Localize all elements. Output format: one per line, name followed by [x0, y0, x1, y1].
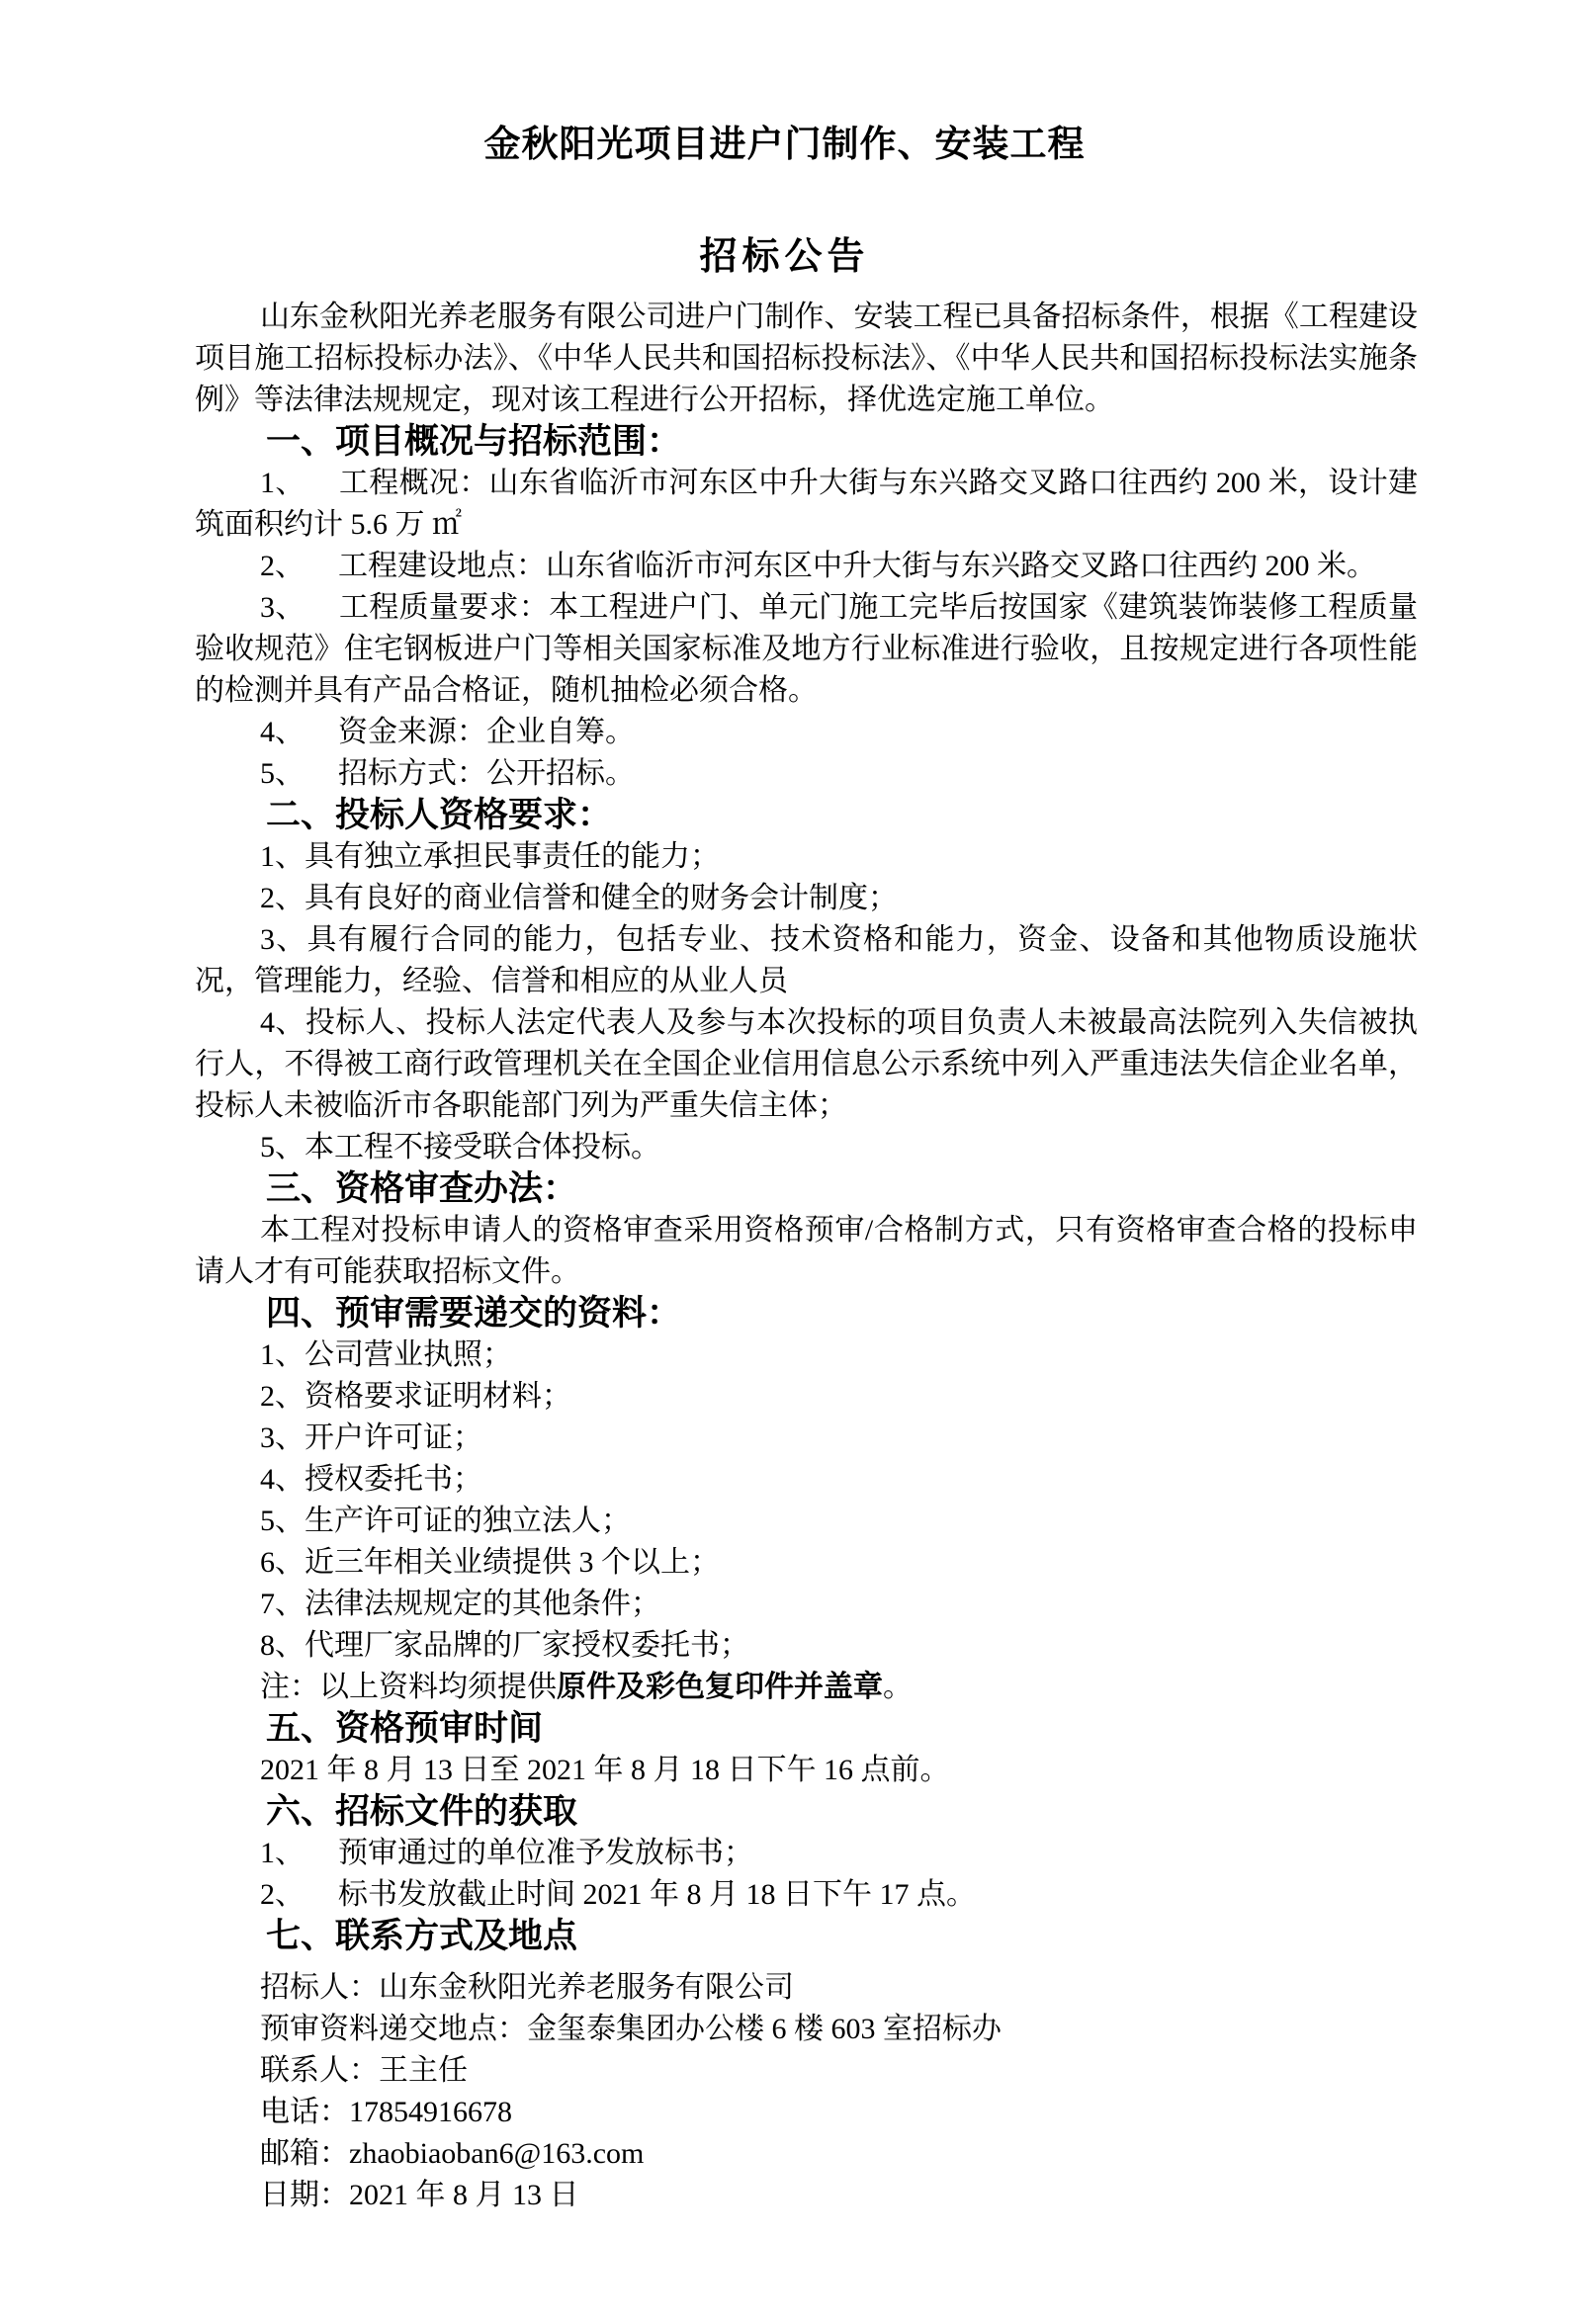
text-line — [195, 2009, 1418, 2050]
text-line — [195, 2092, 1418, 2133]
text-run: 2021 年 8 月 13 日至 2021 年 8 月 18 日下午 16 点前。 — [260, 1754, 950, 1786]
text-line — [195, 1127, 1418, 1168]
text-run: 8、代理厂家品牌的厂家授权委托书； — [260, 1629, 749, 1662]
section-heading — [195, 795, 1418, 836]
text-run: 4、投标人、投标人法定代表人及参与本次投标的项目负责人未被最高法院列入失信被执行人，不得被工商行政管理机关在全国企业信用信息公示系统中列入严重违法失信企业名单，投标人未被临沂市各职能部门列为严重失信主体； — [195, 1006, 1418, 1122]
text-line — [195, 1584, 1418, 1625]
text-line — [195, 1967, 1418, 2009]
text-run: 六、招标文件的获取 — [266, 1792, 578, 1831]
text-line — [195, 1750, 1418, 1791]
text-line — [195, 1542, 1418, 1584]
text-run: 1、具有独立承担民事责任的能力； — [260, 840, 720, 873]
numbered-item — [195, 1874, 1418, 1916]
text-line — [195, 836, 1418, 878]
text-run: 资金来源：企业自筹。 — [338, 716, 635, 748]
document-body — [0, 297, 1569, 2216]
text-run: 5、 — [260, 757, 305, 790]
text-line — [195, 1002, 1418, 1127]
text-line — [195, 1459, 1418, 1501]
text-run: 日期：2021 年 8 月 13 日 — [260, 2179, 579, 2211]
document-title: 金秋阳光项目进户门制作、安装工程 — [483, 125, 1086, 165]
section-heading — [195, 1791, 1418, 1833]
text-run: 2、 — [260, 1878, 305, 1911]
text-line — [195, 1667, 1418, 1708]
text-run: 4、 — [260, 716, 305, 748]
text-run: 邮箱：zhaobiaoban6@163.com — [260, 2137, 645, 2170]
text-line — [195, 1334, 1418, 1376]
text-line — [195, 1418, 1418, 1459]
text-run: 1、 — [260, 1837, 305, 1869]
text-line — [195, 1501, 1418, 1542]
text-run: 3、开户许可证； — [260, 1421, 482, 1454]
text-run: 5、生产许可证的独立法人； — [260, 1505, 631, 1537]
text-run: 预审通过的单位准予发放标书； — [338, 1837, 753, 1869]
text-run: 预审资料递交地点：金玺泰集团办公楼 6 楼 603 室招标办 — [260, 2013, 1002, 2045]
numbered-item — [195, 463, 1418, 546]
section-heading — [195, 1293, 1418, 1334]
text-run: 2、 — [260, 550, 305, 582]
text-run: 6、近三年相关业绩提供 3 个以上； — [260, 1546, 720, 1579]
text-line — [195, 2050, 1418, 2092]
text-run: 二、投标人资格要求： — [266, 796, 613, 834]
text-run: 标书发放截止时间 2021 年 8 月 18 日下午 17 点。 — [338, 1878, 976, 1911]
numbered-item — [195, 546, 1418, 587]
text-run: 注：以上资料均须提供 — [260, 1671, 557, 1703]
text-run: 3、具有履行合同的能力，包括专业、技术资格和能力，资金、设备和其他物质设施状况，管理能力，经验、信誉和相应的从业人员 — [195, 923, 1418, 997]
text-line — [195, 2175, 1418, 2216]
text-run: 2、具有良好的商业信誉和健全的财务会计制度； — [260, 882, 898, 914]
text-run: 工程建设地点：山东省临沂市河东区中升大街与东兴路交叉路口往西约 200 米。 — [338, 550, 1376, 582]
text-line — [195, 919, 1418, 1002]
text-run: 。 — [883, 1671, 913, 1703]
numbered-item — [195, 1833, 1418, 1874]
text-line — [195, 1625, 1418, 1667]
text-line — [195, 878, 1418, 919]
text-run: 原件及彩色复印件并盖章 — [557, 1671, 883, 1703]
section-heading — [195, 421, 1418, 463]
text-run: 一、项目概况与招标范围： — [266, 422, 682, 461]
document-header — [0, 0, 1569, 285]
numbered-item — [195, 587, 1418, 712]
text-run: 山东金秋阳光养老服务有限公司进户门制作、安装工程已具备招标条件，根据《工程建设项目施工招标投标办法》、《中华人民共和国招标投标法》、《中华人民共和国招标投标法实施条例》等法律法规规定，现对该工程进行公开招标，择优选定施工单位。 — [195, 301, 1418, 416]
text-run: 招标人：山东金秋阳光养老服务有限公司 — [260, 1971, 794, 2004]
text-run: 联系人：王主任 — [260, 2054, 468, 2087]
text-run: 4、授权委托书； — [260, 1463, 482, 1496]
numbered-item — [195, 753, 1418, 795]
numbered-item — [195, 712, 1418, 753]
paragraph-line — [195, 297, 1418, 421]
text-run: 五、资格预审时间 — [266, 1709, 544, 1748]
text-run: 四、预审需要递交的资料： — [266, 1294, 682, 1333]
section-heading — [195, 1168, 1418, 1210]
spacer — [195, 1957, 1418, 1967]
section-heading — [195, 1916, 1418, 1957]
text-run: 三、资格审查办法： — [266, 1169, 578, 1208]
text-run: 5、本工程不接受联合体投标。 — [260, 1131, 660, 1163]
text-run: 招标方式：公开招标。 — [338, 757, 635, 790]
text-run: 1、公司营业执照； — [260, 1338, 512, 1371]
text-run: 3、 — [260, 591, 305, 624]
paragraph-line — [195, 1210, 1418, 1293]
text-run: 本工程对投标申请人的资格审查采用资格预审/合格制方式，只有资格审查合格的投标申请人才有可能获取招标文件。 — [195, 1214, 1418, 1288]
text-line — [195, 2133, 1418, 2175]
section-heading — [195, 1708, 1418, 1750]
text-run: 七、联系方式及地点 — [266, 1917, 578, 1955]
text-run: 电话：17854916678 — [260, 2096, 512, 2128]
text-line — [195, 1376, 1418, 1418]
document-subtitle: 招标公告 — [699, 236, 870, 278]
text-run: 工程概况：山东省临沂市河东区中升大街与东兴路交叉路口往西约 200 米，设计建筑面积约计 5.6 万 ㎡ — [195, 467, 1419, 541]
text-run: 工程质量要求：本工程进户门、单元门施工完毕后按国家《建筑装饰装修工程质量验收规范》住宅钢板进户门等相关国家标准及地方行业标准进行验收，且按规定进行各项性能的检测并具有产品合格证，随机抽检必须合格。 — [195, 591, 1419, 707]
text-run: 2、资格要求证明材料； — [260, 1380, 571, 1413]
text-run: 1、 — [260, 467, 305, 499]
text-run: 7、法律法规规定的其他条件； — [260, 1588, 660, 1620]
